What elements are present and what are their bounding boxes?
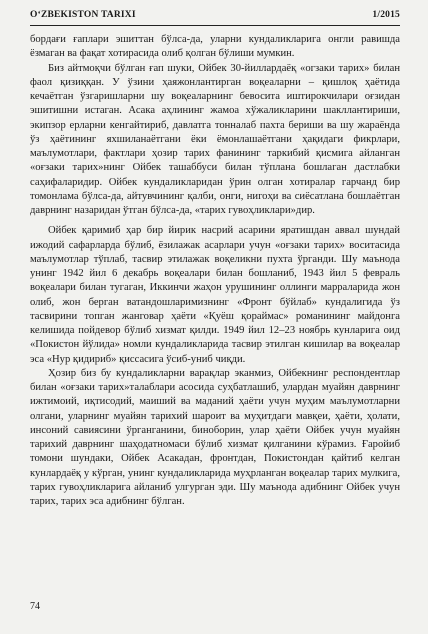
page-number: 74: [30, 601, 40, 612]
article-body: [30, 33, 400, 509]
running-header: [30, 7, 400, 26]
paragraph: бордағи ғаплари эшиттан бўлса-да, уларни кундаликларига онгли равишда ёзмаган ва фақат хотирасида олиб қолган бўлиши мумкин.: [30, 34, 400, 60]
paragraph: Ойбек қаримиб ҳар бир йирик насрий асарини яратишдан аввал шундай ижодий сафарларда бўлиб, ёзилажак асарлари учун «оғзаки тарих» воситасида маълумотлар тўплаб, тасвир этилажак воқеликни пухта ўрганди. Шу маънода унинг 1942 йил 6 декабрь воқеалари билан бошланиб, 1943 йил 5 февраль воқеалари билан тугаган, Иккинчи жаҳон урушининг оллинги марраларида жон олиб, жон берган ватандошларимизнинг «Фронт бўйлаб» кундалигида ўз тасвирини топган жанговар ҳаёти «Қуёш қораймас» романининг майдонга келишида пойдевор бўлиб хизмат қилди. 1949 йил 12–23 ноябрь кунларига оид «Покистон йўлида» номли кундаликларида тасвир этилган кишилар ва воқеалар эса «Нур қидириб» қиссасига ўсиб-униб чиқди.: [30, 225, 400, 365]
journal-title: O‘ZBEKISTON TARIXI: [30, 10, 136, 20]
paragraph: Биз айтмоқчи бўлган ғап шуки, Ойбек 30-йиллардаёқ «огзаки тарих» билан фаол қизиққан. У ўзини ҳаяжонлантирган воқеаларни – қишлоқ ҳаётида кечаётган ўзгаришларни шу воқеаларнинг бевосита иштирокчилари оғзидан эшитишни истаган. Асака аҳлининг жамоа хўжаликларини шакллантириши, экипзор ерларни кенгайтириб, давлатга тонналаб пахта бериши ва шу жараёнда ўз ҳаётининг яхшиланаётгани ёки ёмонлашаётгани ҳақидаги фикрлари, маълумотлари, фактлари ҳозир тарих фанининг таркибий қисмига айланган «оғзаки тарих»нинг Ойбек ташаббуси билан тўпланa бошлаган дастлабки саҳифаларидир. Ойбек кундаликларидан ўрин олган хотиралар гарчанд бир томонлама бўлса-да, айтувчининг қалби, онги, нигоҳи ва сиёсатлана бошлаётган даврнинг назаридан ўтган бўлса-да, «тарих гувоҳликлари»дир.: [30, 62, 400, 216]
issue-number: 1/2015: [372, 10, 400, 20]
paragraph: Ҳозир биз бу кундаликларни варақлар эканмиз, Ойбекнинг респондентлар билан «оғзаки тарих»талаблари асосида суҳбатлашиб, улардан муайян даврнинг ижтимоий, иқтисодий, маиший ва маданий ҳаёти учун муҳим маълумотларни олгани, уларнинг муайян тарихий шароит ва муҳитдаги мавқеи, ҳаёти, ҳолати, инсоний савиясини ўрганганини, биноборин, улар ҳаёти Ойбек учун муайян тарихий даврнинг шаҳодатномаси бўлиб хизмат қилганини кўрамиз. Ғаройиб томони шундаки, Ойбек Асакадан, фронтдан, Покистондан қайтиб келган кунлардаёқ у кўрган, унинг кундаликларида муҳрланган воқеалар тарих мулкига, тарих гувоҳликларига айланиб улгурган эди. Шу маънода адибнинг Ойбек учун тарих, тарих эса адибнинг бўлган.: [30, 367, 400, 507]
